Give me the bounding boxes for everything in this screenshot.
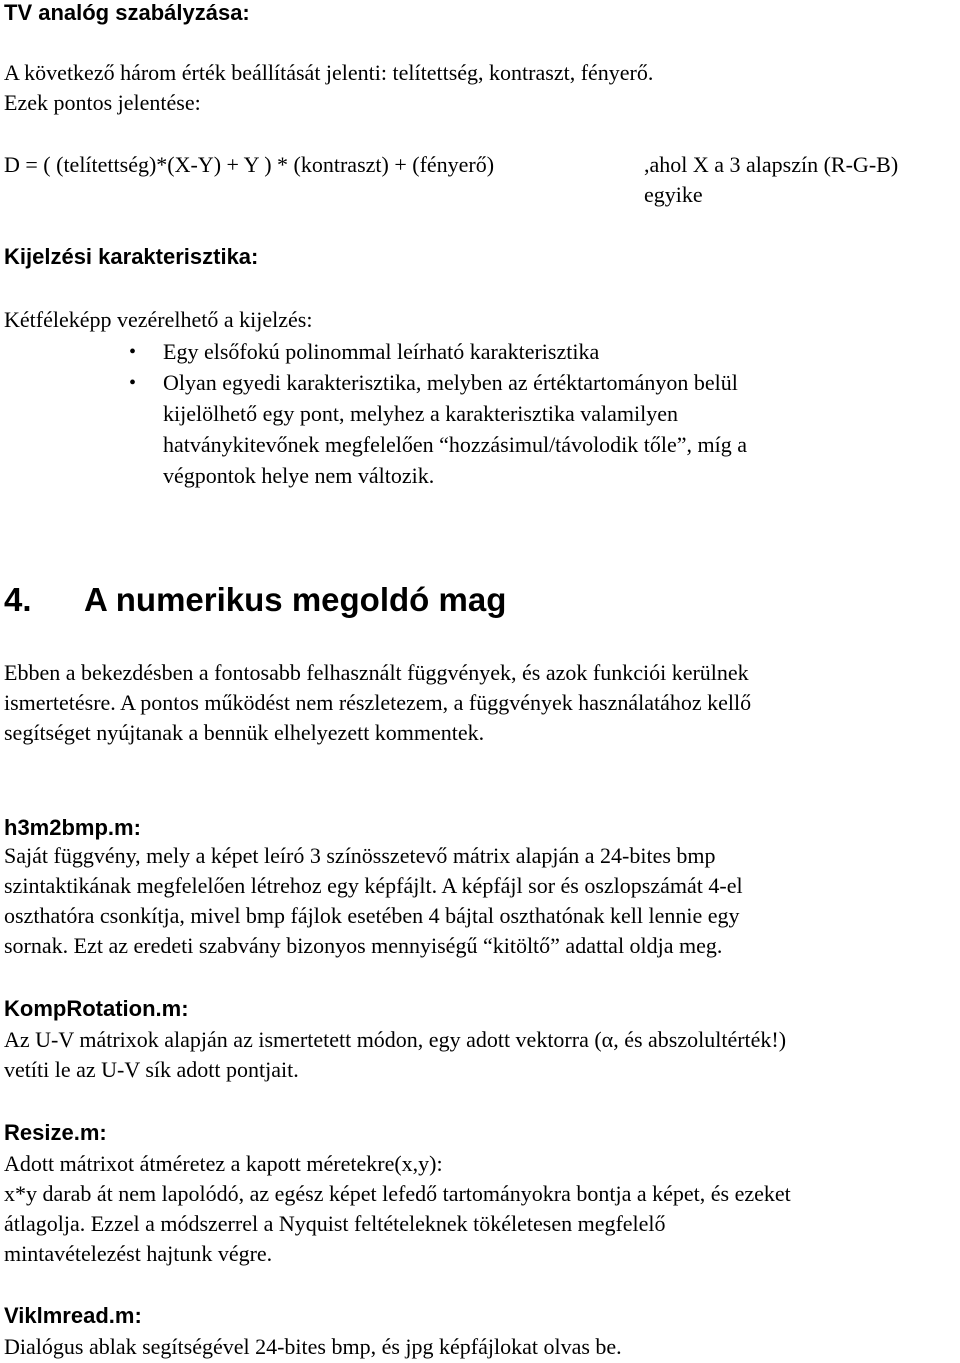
tv-intro-line: A következő három érték beállítását jelenti: telítettség, kontraszt, fényerő. xyxy=(4,60,654,85)
chapter-title: A numerikus megoldó mag xyxy=(84,581,507,618)
bullet-line: hatványkitevőnek megfelelően “hozzásimul/távolodik tőle”, míg a xyxy=(163,432,748,457)
function-name: KompRotation.m: xyxy=(4,996,189,1021)
formula: D = ( (telítettség)*(X-Y) + Y ) * (kontraszt) + (fényerő) xyxy=(4,152,495,177)
bullet-item xyxy=(163,336,599,367)
display-intro: Kétféleképp vezérelhető a kijelzés: xyxy=(4,307,313,332)
tv-heading: TV analóg szabályzása: xyxy=(4,0,250,25)
formula-note-line: egyike xyxy=(644,182,703,207)
function-name: Resize.m: xyxy=(4,1120,107,1145)
display-heading: Kijelzési karakterisztika: xyxy=(4,244,259,269)
function-line: Adott mátrixot átméretez a kapott méretekre(x,y): xyxy=(4,1151,443,1176)
function-description xyxy=(4,841,743,961)
bullet-dot: • xyxy=(129,341,137,363)
tv-intro-line: Ezek pontos jelentése: xyxy=(4,90,201,115)
bullet-line: Olyan egyedi karakterisztika, melyben az értéktartományon belül xyxy=(163,370,738,395)
formula-note-line: ,ahol X a 3 alapszín (R-G-B) xyxy=(644,152,899,177)
function-line: vetíti le az U-V sík adott pontjait. xyxy=(4,1057,299,1082)
chapter-intro-line: segítséget nyújtanak a bennük elhelyezett kommentek. xyxy=(4,720,485,745)
formula-note xyxy=(644,150,898,210)
function-line: x*y darab át nem lapolódó, az egész képet lefedő tartományokra bontja a képet, és ezeket xyxy=(4,1181,791,1206)
function-description xyxy=(4,1332,622,1362)
bullet-line: Egy elsőfokú polinommal leírható karakterisztika xyxy=(163,339,600,364)
function-line: Dialógus ablak segítségével 24-bites bmp, és jpg képfájlokat olvas be. xyxy=(4,1334,622,1359)
function-line: Saját függvény, mely a képet leíró 3 színösszetevő mátrix alapján a 24-bites bmp xyxy=(4,843,716,868)
function-description xyxy=(4,1149,791,1269)
function-line: sornak. Ezt az eredeti szabvány bizonyos mennyiségű “kitöltő” adattal oldja meg. xyxy=(4,933,723,958)
bullet-item xyxy=(163,367,747,491)
function-line: átlagolja. Ezzel a módszerrel a Nyquist feltételeknek tökéletesen megfelelő xyxy=(4,1211,666,1236)
function-name: Viklmread.m: xyxy=(4,1303,142,1328)
chapter-number: 4. xyxy=(4,581,32,618)
function-description xyxy=(4,1025,786,1085)
chapter-intro xyxy=(4,658,751,748)
chapter-intro-line: ismertetésre. A pontos működést nem részletezem, a függvények használatához kellő xyxy=(4,690,752,715)
function-line: Az U-V mátrixok alapján az ismertetett módon, egy adott vektorra (α, és abszolultérték!) xyxy=(4,1027,787,1052)
function-name: h3m2bmp.m: xyxy=(4,815,141,840)
bullet-line: kijelölhető egy pont, melyhez a karakterisztika valamilyen xyxy=(163,401,678,426)
bullet-line: végpontok helye nem változik. xyxy=(163,463,435,488)
function-line: szintaktikának megfelelően létrehoz egy képfájlt. A képfájl sor és oszlopszámát 4-el xyxy=(4,873,743,898)
bullet-dot: • xyxy=(129,372,137,394)
tv-intro xyxy=(4,58,653,118)
function-line: oszthatóra csonkítja, mivel bmp fájlok esetében 4 bájtal oszthatónak kell lennie egy xyxy=(4,903,740,928)
chapter-intro-line: Ebben a bekezdésben a fontosabb felhasznált függvények, és azok funkciói kerülnek xyxy=(4,660,749,685)
function-line: mintavételezést hajtunk végre. xyxy=(4,1241,273,1266)
